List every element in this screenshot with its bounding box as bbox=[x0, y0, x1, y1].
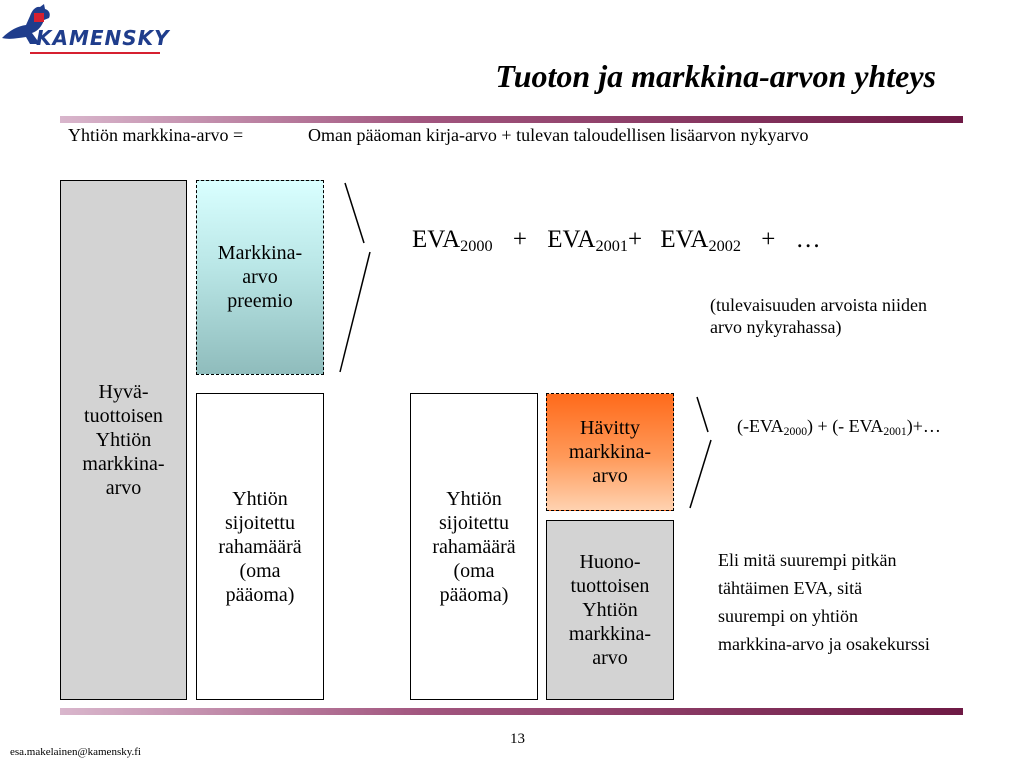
page-number: 13 bbox=[510, 731, 525, 747]
neg-eva-year-1: 2000 bbox=[783, 424, 808, 438]
good-company-value-label: Hyvä- tuottoisen Yhtiön markkina- arvo bbox=[82, 381, 165, 499]
eva-note-line-1: (tulevaisuuden arvoista niiden bbox=[710, 295, 927, 315]
eva-term-3: EVA bbox=[660, 226, 709, 253]
slide-title: Tuoton ja markkina-arvon yhteys bbox=[495, 58, 936, 94]
eva-year-3: 2002 bbox=[708, 237, 741, 256]
eva-sum bbox=[412, 226, 821, 256]
invested-capital-label-1: Yhtiön sijoitettu rahamäärä (oma pääoma) bbox=[218, 487, 302, 606]
neg-eva-part-1: (-EVA bbox=[737, 416, 784, 436]
conclusion-line-4: markkina-arvo ja osakekurssi bbox=[718, 634, 930, 654]
lower-bracket-line-top bbox=[697, 397, 708, 432]
footer-divider bbox=[60, 708, 963, 715]
plus-1: + bbox=[512, 226, 528, 253]
formula-left: Yhtiön markkina-arvo = bbox=[68, 125, 244, 145]
eva-year-1: 2000 bbox=[460, 237, 493, 256]
neg-eva-part-2: ) + (- EVA bbox=[807, 416, 884, 436]
ellipsis: … bbox=[795, 226, 821, 253]
conclusion-text bbox=[718, 546, 930, 658]
lower-bracket-line-bottom bbox=[690, 440, 711, 508]
plus-3: + bbox=[761, 226, 776, 253]
destroyed-value-label: Hävitty markkina- arvo bbox=[568, 417, 652, 487]
conclusion-line-1: Eli mitä suurempi pitkän bbox=[718, 550, 897, 570]
logo-text: KAMENSKY bbox=[36, 26, 170, 50]
invested-capital-label-2: Yhtiön sijoitettu rahamäärä (oma pääoma) bbox=[432, 487, 516, 606]
conclusion-line-3: suurempi on yhtiön bbox=[718, 606, 858, 626]
neg-eva-year-2: 2001 bbox=[883, 424, 907, 438]
neg-eva-part-3: )+… bbox=[906, 416, 941, 436]
poor-company-value-label: Huono- tuottoisen Yhtiön markkina- arvo bbox=[568, 551, 652, 669]
conclusion-line-2: tähtäimen EVA, sitä bbox=[718, 578, 863, 598]
footer-email: esa.makelainen@kamensky.fi bbox=[10, 746, 141, 758]
eva-term-2: EVA bbox=[547, 226, 596, 253]
eva-note bbox=[710, 294, 927, 338]
formula-right: Oman pääoman kirja-arvo + tulevan taloudellisen lisäarvon nykyarvo bbox=[308, 125, 809, 145]
eva-term-1: EVA bbox=[412, 226, 461, 253]
upper-bracket-line-bottom bbox=[340, 252, 370, 372]
upper-bracket-line-top bbox=[345, 183, 364, 243]
market-premium-label: Markkina- arvo preemio bbox=[217, 242, 303, 312]
eva-note-line-2: arvo nykyrahassa) bbox=[710, 317, 842, 337]
eva-year-2: 2001 bbox=[595, 237, 628, 256]
plus-2: + bbox=[627, 226, 643, 253]
negative-eva-sum bbox=[737, 416, 941, 438]
